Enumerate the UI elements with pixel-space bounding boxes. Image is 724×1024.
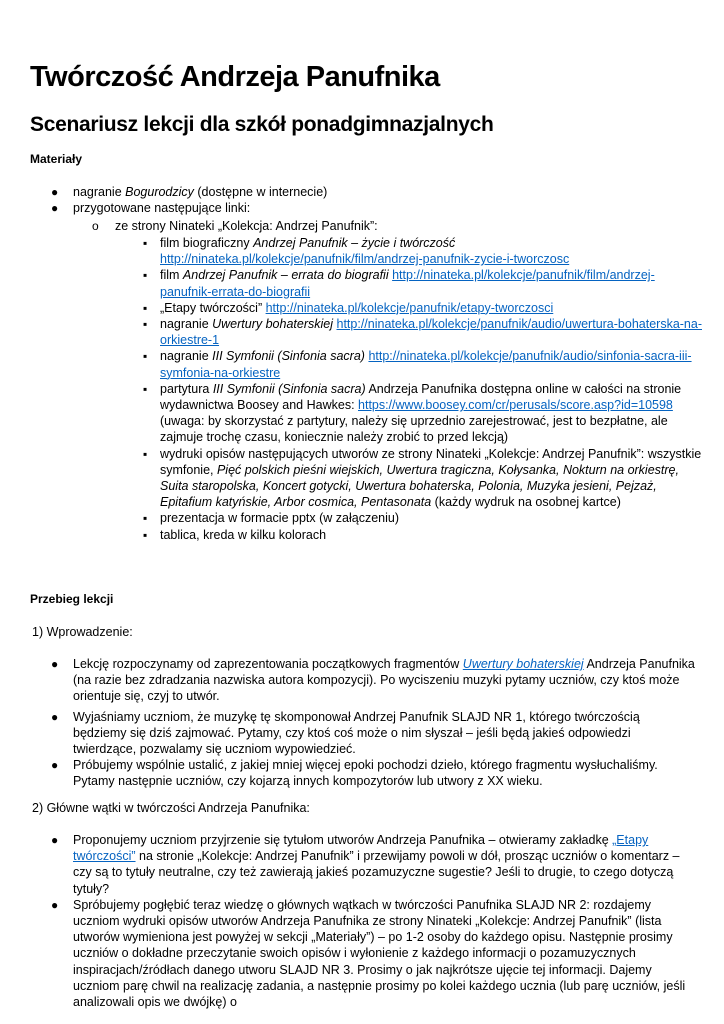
list-item: ● Wyjaśniamy uczniom, że muzykę tę skomponował Andrzej Panufnik SLAJD NR 1, którego twórczością będziemy się dziś zajmować. Pytamy, czy ktoś coś może o nim słyszał – jeśli będą jakieś odpowiedzi twierdzące, pozwalamy się uczniom wypowiedzieć. xyxy=(51,709,640,757)
materials-heading: Materiały xyxy=(30,152,83,166)
bullet: ▪ xyxy=(143,300,148,315)
bullet: ● xyxy=(51,833,59,847)
section-2-heading: 2) Główne wątki w twórczości Andrzeja Panufnika: xyxy=(32,801,310,815)
bullet: ▪ xyxy=(143,446,148,461)
bullet: ● xyxy=(51,758,59,773)
link-errata[interactable]: http://ninateka.pl/kolekcje/panufnik/film/andrzej-panufnik-errata-do-biografii xyxy=(160,268,655,299)
list-item: ● Lekcję rozpoczynamy od zaprezentowania początkowych fragmentów Uwertury bohaterskiej Andrzeja Panufnika (na razie bez zdradzania nazwiska autora kompozycji). Po wyciszeniu muzyki pytamy uczniów, czy ktoś może orientuje się, czyj to utwór. xyxy=(51,657,695,704)
list-item: ▪ prezentacja w formacie pptx (w załączeniu) xyxy=(143,511,399,526)
list-item: ▪ partytura III Symfonii (Sinfonia sacra) Andrzeja Panufnika dostępna online w całości na stronie wydawnictwa Boosey and Hawkes: https://www.boosey.com/cr/perusals/score.asp?id=10598 (uwaga: by skorzystać z partytury, należy się uprzednio zarejestrować, jest to bezpłatne, ale zajmuje trochę czasu, koniecznie należy zrobić to przed lekcją) xyxy=(143,381,682,445)
section-1-heading: 1) Wprowadzenie: xyxy=(32,625,133,639)
list-item: ▪ wydruki opisów następujących utworów ze strony Ninateki „Kolekcje: Andrzej Panufnik”: wszystkie symfonie, Pięć polskich pieśni wiejskich, Uwertura tragiczna, Kołysanka, Nokturn na orkiestrę, Suita staropolska, Koncert gotycki, Uwertura bohaterska, Polonia, Muzyka jesieni, Pejzaż, Epitafium katyńskie, Arbor cosmica, Pentasonata (każdy wydruk na osobnej kartce) xyxy=(143,446,702,510)
link-etapy[interactable]: http://ninateka.pl/kolekcje/panufnik/etapy-tworczosci xyxy=(265,300,554,315)
links-list xyxy=(143,235,702,543)
page-subtitle: Scenariusz lekcji dla szkół ponadgimnazjalnych xyxy=(30,113,494,136)
bullet: ● xyxy=(51,709,59,724)
list-item: ● przygotowane następujące linki: xyxy=(51,201,251,216)
list-item: ▪ tablica, kreda w kilku kolorach xyxy=(143,527,327,542)
bullet: ▪ xyxy=(143,236,148,250)
list-item: ● Próbujemy wspólnie ustalić, z jakiej mniej więcej epoki pochodzi dzieło, którego fragmentu wysłuchaliśmy. Pytamy następnie uczniów, czy kojarzą innych kompozytorów lub utwory z XX wieku. xyxy=(51,758,658,789)
bullet: ▪ xyxy=(143,268,148,283)
link-sinfonia[interactable]: http://ninateka.pl/kolekcje/panufnik/audio/sinfonia-sacra-iii-symfonia-na-orkiestre xyxy=(160,349,692,380)
list-item: o ze strony Ninateki „Kolekcja: Andrzej Panufnik”: xyxy=(92,219,378,233)
list-item: ▪ „Etapy twórczości” http://ninateka.pl/kolekcje/panufnik/etapy-tworczosci xyxy=(143,300,554,315)
lesson-heading: Przebieg lekcji xyxy=(30,592,114,606)
list-item: ● Spróbujemy pogłębić teraz wiedzę o głównych wątkach w twórczości Panufnika SLAJD NR 2: rozdajemy uczniom wydruki opisów utworów Andrzeja Panufnika ze strony Ninateki „Kolekcje: Andrzej Panufnik” (lista utworów wymieniona jest powyżej w sekcji „Materiały”) – po 1-2 osoby do każdego opisu. Następnie prosimy uczniów o dokładne przeczytanie swoich opisów i wyłonienie z każdego informacji o pozamuzycznych inspiracjach/źródłach danego utworu SLAJD NR 3. Prosimy o jak najkrótsze ujęcie tej informacji. Dajemy uczniom parę chwil na realizację zadania, a następnie prosimy po kolei każdego ucznia (lub parę uczniów, jeśli analizowali opis we dwójkę) o xyxy=(51,897,686,1010)
bullet: ● xyxy=(51,657,59,671)
section-2-list xyxy=(51,832,695,1010)
link-boosey[interactable]: https://www.boosey.com/cr/perusals/score.asp?id=10598 xyxy=(358,398,673,413)
list-item: ▪ film Andrzej Panufnik – errata do biografii http://ninateka.pl/kolekcje/panufnik/film/andrzej-panufnik-errata-do-biografii xyxy=(143,268,655,299)
list-item: ▪ nagranie III Symfonii (Sinfonia sacra) http://ninateka.pl/kolekcje/panufnik/audio/sinfonia-sacra-iii-symfonia-na-orkiestre xyxy=(143,349,692,380)
link-biografia[interactable]: http://ninateka.pl/kolekcje/panufnik/film/andrzej-panufnik-zycie-i-tworczosc xyxy=(160,252,570,267)
bullet: ▪ xyxy=(143,317,148,332)
bullet: ▪ xyxy=(143,381,148,396)
list-item: ● nagranie Bogurodzicy (dostępne w internecie) xyxy=(51,185,328,199)
materials-list xyxy=(51,184,693,216)
link-uwertura[interactable]: http://ninateka.pl/kolekcje/panufnik/audio/uwertura-bohaterska-na-orkiestre-1 xyxy=(160,317,702,348)
list-item: ▪ film biograficzny Andrzej Panufnik – życie i twórczość http://ninateka.pl/kolekcje/panufnik/film/andrzej-panufnik-zycie-i-tworczosc xyxy=(143,236,570,267)
bullet: o xyxy=(92,219,99,233)
bullet: ● xyxy=(51,897,59,912)
sub-list xyxy=(92,218,695,234)
section-1-list xyxy=(51,656,695,790)
page-title: Twórczość Andrzeja Panufnika xyxy=(30,61,440,93)
bullet: ▪ xyxy=(143,527,148,542)
list-item: ● Proponujemy uczniom przyjrzenie się tytułom utworów Andrzeja Panufnika – otwieramy zakładkę „Etapy twórczości” na stronie „Kolekcje: Andrzej Panufnik” i przewijamy powoli w dół, prosząc uczniów o komentarz – czy są to tytuły neutralne, czy też zawierają jakieś pozamuzyczne sugestie? Jeśli to drugie, to czego dotyczą tytuły? xyxy=(51,833,680,896)
bullet: ▪ xyxy=(143,511,148,526)
link-uwertura-bohaterska[interactable]: Uwertury bohaterskiej xyxy=(462,657,584,671)
list-item: ▪ nagranie Uwertury bohaterskiej http://ninateka.pl/kolekcje/panufnik/audio/uwertura-bohaterska-na-orkiestre-1 xyxy=(143,317,702,348)
link-etapy-tworczosci[interactable]: „Etapy twórczości” xyxy=(73,833,649,864)
bullet: ● xyxy=(51,201,59,216)
bullet: ▪ xyxy=(143,349,148,364)
bullet: ● xyxy=(51,185,59,199)
